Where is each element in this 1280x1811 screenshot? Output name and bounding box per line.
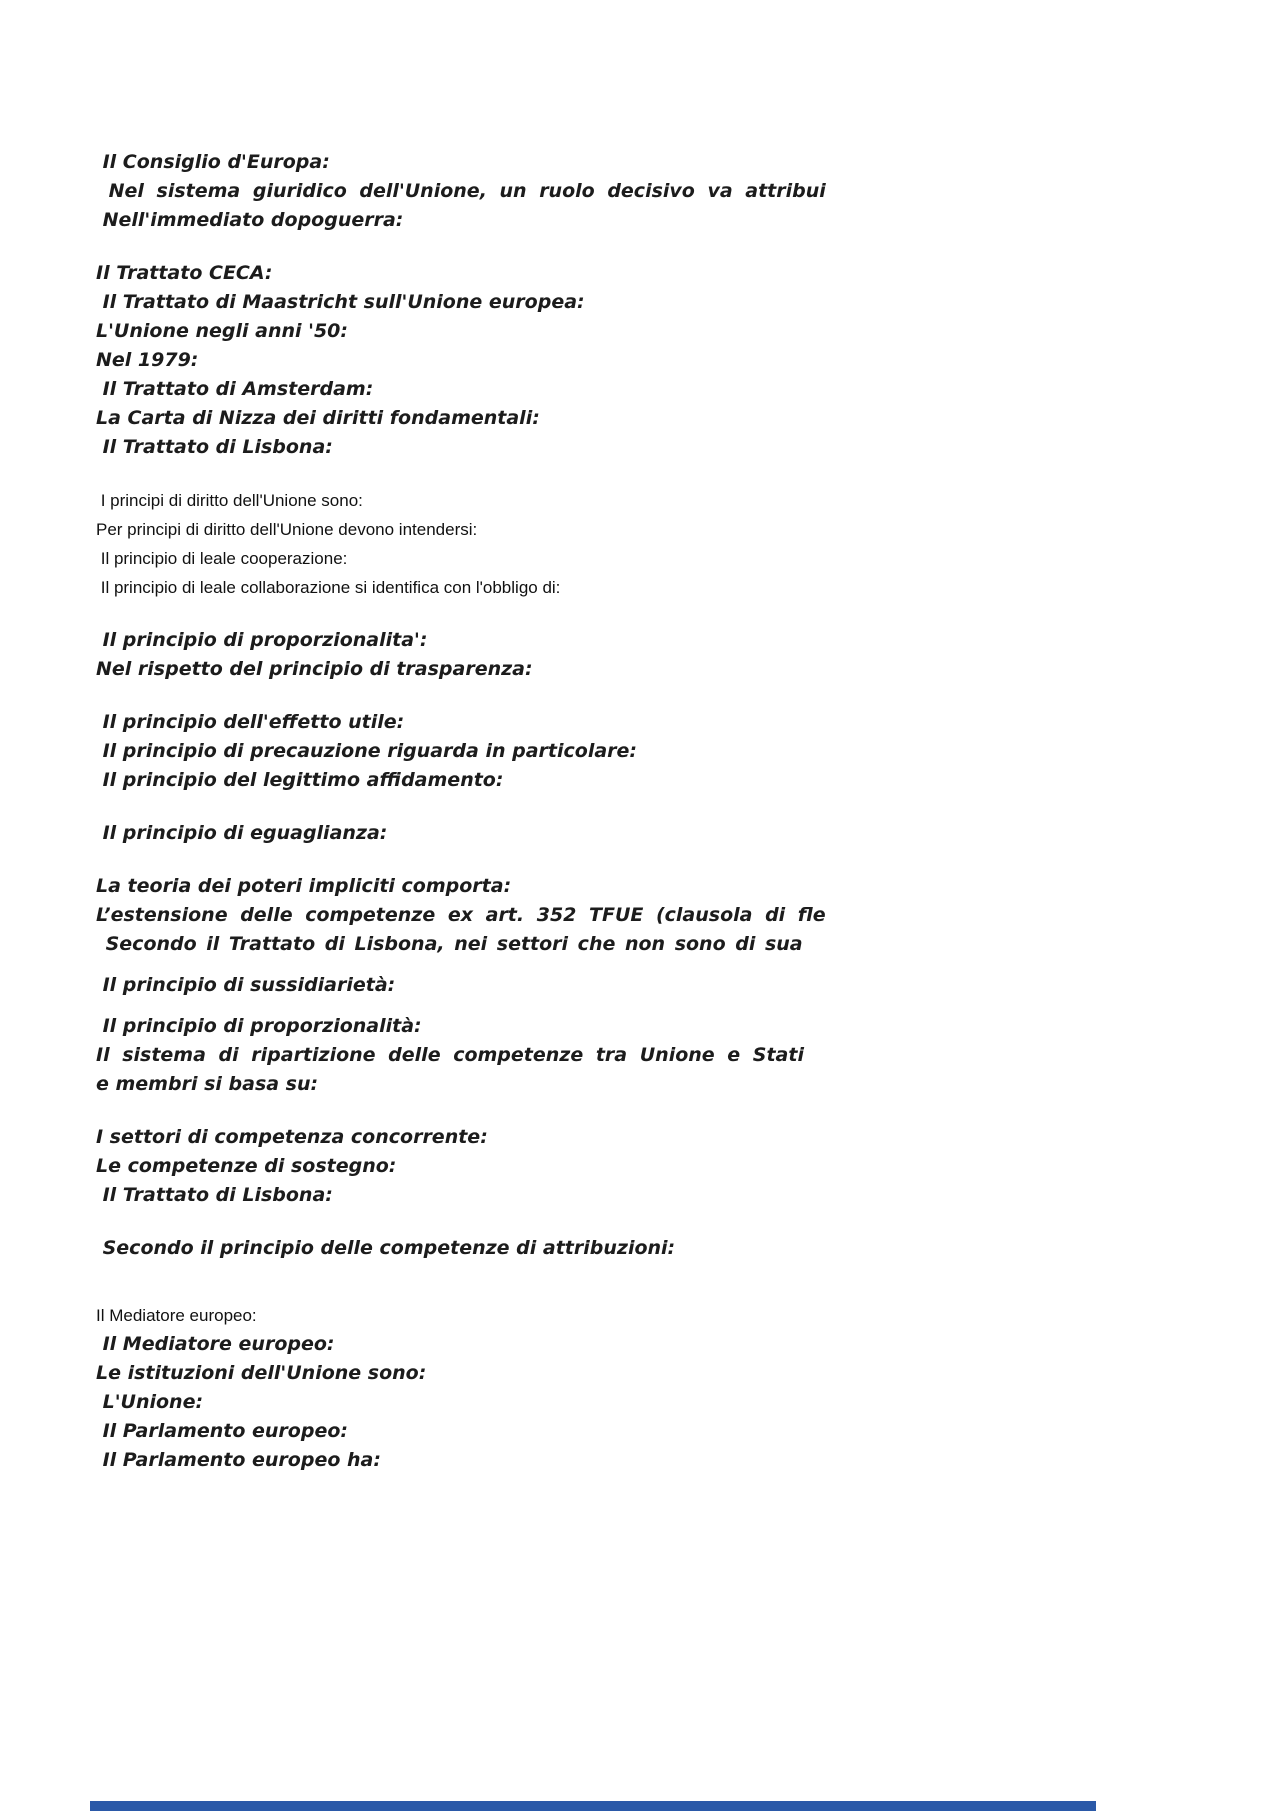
text-line: Nell'immediato dopoguerra: xyxy=(96,209,404,231)
paragraph-block xyxy=(96,971,1240,1000)
text-line: Secondo il principio delle competenze di attribuzioni: xyxy=(96,1237,676,1259)
paragraph-block xyxy=(96,708,1240,795)
text-line: Il principio dell'effetto utile: xyxy=(96,711,405,733)
paragraph-block xyxy=(96,1301,1240,1475)
paragraph-block xyxy=(96,148,1240,235)
text-line: Secondo il Trattato di Lisbona, nei settori che non sono di sua xyxy=(96,933,803,955)
paragraph-block xyxy=(96,259,1240,462)
text-line: I settori di competenza concorrente: xyxy=(96,1126,488,1148)
text-line: L'Unione negli anni '50: xyxy=(96,320,348,342)
text-line: Le istituzioni dell'Unione sono: xyxy=(96,1362,427,1384)
paragraph-block xyxy=(96,486,1240,602)
text-line: Il Trattato di Lisbona: xyxy=(96,1184,333,1206)
text-line: Il Mediatore europeo: xyxy=(96,1333,335,1355)
text-line: La teoria dei poteri impliciti comporta: xyxy=(96,875,512,897)
document-content xyxy=(96,148,1240,1499)
text-line: Il Trattato di Amsterdam: xyxy=(96,378,374,400)
text-line: Nel sistema giuridico dell'Unione, un ruolo decisivo va attribui xyxy=(96,180,826,202)
paragraph-block xyxy=(96,1012,1240,1099)
text-line: Il principio di proporzionalità: xyxy=(96,1015,422,1037)
text-line: Il Consiglio d'Europa: xyxy=(96,151,330,173)
text-line: Nel 1979: xyxy=(96,349,199,371)
text-line: Il principio di eguaglianza: xyxy=(96,822,388,844)
text-line: Il sistema di ripartizione delle competenze tra Unione e Stati xyxy=(96,1044,804,1066)
text-line: Per principi di diritto dell'Unione devono intendersi: xyxy=(96,520,478,539)
text-line: Il principio di leale collaborazione si identifica con l'obbligo di: xyxy=(96,578,561,597)
paragraph-block xyxy=(96,872,1240,959)
text-line: Le competenze di sostegno: xyxy=(96,1155,397,1177)
text-line: Nel rispetto del principio di trasparenza: xyxy=(96,658,533,680)
text-line: Il Parlamento europeo ha: xyxy=(96,1449,381,1471)
text-line: Il principio di sussidiarietà: xyxy=(96,974,396,996)
text-line: Il Parlamento europeo: xyxy=(96,1420,348,1442)
bottom-highlight-bar xyxy=(90,1801,1096,1811)
text-line: Il principio di precauzione riguarda in particolare: xyxy=(96,740,638,762)
text-line: Il Trattato CECA: xyxy=(96,262,273,284)
text-line: La Carta di Nizza dei diritti fondamentali: xyxy=(96,407,540,429)
text-line: Il Trattato di Lisbona: xyxy=(96,436,333,458)
paragraph-block xyxy=(96,626,1240,684)
text-line: Il Trattato di Maastricht sull'Unione europea: xyxy=(96,291,585,313)
text-line: Il principio di proporzionalita': xyxy=(96,629,428,651)
paragraph-block xyxy=(96,1234,1240,1263)
text-line: Il principio di leale cooperazione: xyxy=(96,549,348,568)
text-line: L'Unione: xyxy=(96,1391,204,1413)
text-line: e membri si basa su: xyxy=(96,1073,319,1095)
text-line: Il Mediatore europeo: xyxy=(96,1306,257,1325)
text-line: I principi di diritto dell'Unione sono: xyxy=(96,491,363,510)
text-line: Il principio del legittimo affidamento: xyxy=(96,769,504,791)
paragraph-block xyxy=(96,1123,1240,1210)
paragraph-block xyxy=(96,819,1240,848)
text-line: L’estensione delle competenze ex art. 352 TFUE (clausola di fle xyxy=(96,904,826,926)
